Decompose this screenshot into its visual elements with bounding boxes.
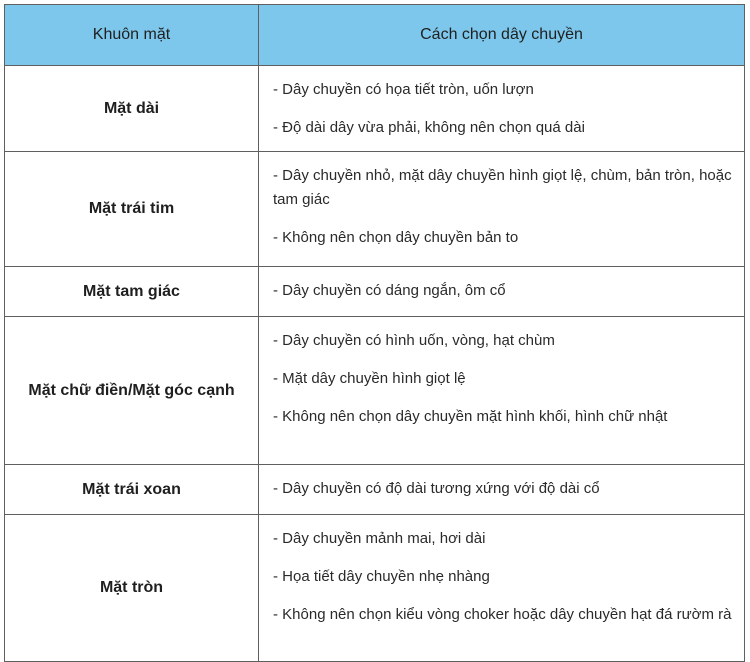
table-header-row	[5, 5, 745, 66]
tips-cell	[259, 66, 745, 152]
tip-text: - Dây chuyền có họa tiết tròn, uốn lượn	[273, 81, 534, 98]
necklace-guide-table	[4, 4, 745, 662]
face-shape-cell: Mặt trái tim	[5, 152, 259, 267]
tips-cell	[259, 317, 745, 465]
tips-cell	[259, 515, 745, 662]
tips-cell	[259, 465, 745, 515]
tip-text: - Không nên chọn dây chuyền bản to	[273, 229, 519, 246]
tips-cell	[259, 152, 745, 267]
tip-text: - Dây chuyền có dáng ngắn, ôm cổ	[273, 282, 506, 299]
face-shape-cell: Mặt trái xoan	[5, 465, 259, 515]
tip-text: - Không nên chọn kiểu vòng choker hoặc dây chuyền hạt đá rườm rà	[273, 606, 732, 623]
face-shape-cell: Mặt dài	[5, 66, 259, 152]
tip-text: - Không nên chọn dây chuyền mặt hình khối, hình chữ nhật	[273, 408, 668, 425]
face-shape-cell: Mặt tam giác	[5, 267, 259, 317]
tips-cell	[259, 267, 745, 317]
tip-text: - Dây chuyền mảnh mai, hơi dài	[273, 530, 486, 547]
header-necklace-tips: Cách chọn dây chuyền	[259, 5, 745, 66]
table-row	[5, 152, 745, 267]
table-row	[5, 66, 745, 152]
table-row	[5, 317, 745, 465]
table-row	[5, 515, 745, 662]
tip-text: - Dây chuyền nhỏ, mặt dây chuyền hình giọt lệ, chùm, bản tròn, hoặc tam giác	[273, 167, 732, 208]
header-face-shape: Khuôn mặt	[5, 5, 259, 66]
tip-text: - Dây chuyền có độ dài tương xứng với độ dài cổ	[273, 480, 600, 497]
tip-text: - Mặt dây chuyền hình giọt lệ	[273, 370, 466, 387]
face-shape-cell: Mặt chữ điền/Mặt góc cạnh	[5, 317, 259, 465]
tip-text: - Độ dài dây vừa phải, không nên chọn quá dài	[273, 119, 585, 136]
table-row	[5, 465, 745, 515]
face-shape-cell: Mặt tròn	[5, 515, 259, 662]
tip-text: - Dây chuyền có hình uốn, vòng, hạt chùm	[273, 332, 555, 349]
table-row	[5, 267, 745, 317]
tip-text: - Họa tiết dây chuyền nhẹ nhàng	[273, 568, 490, 585]
